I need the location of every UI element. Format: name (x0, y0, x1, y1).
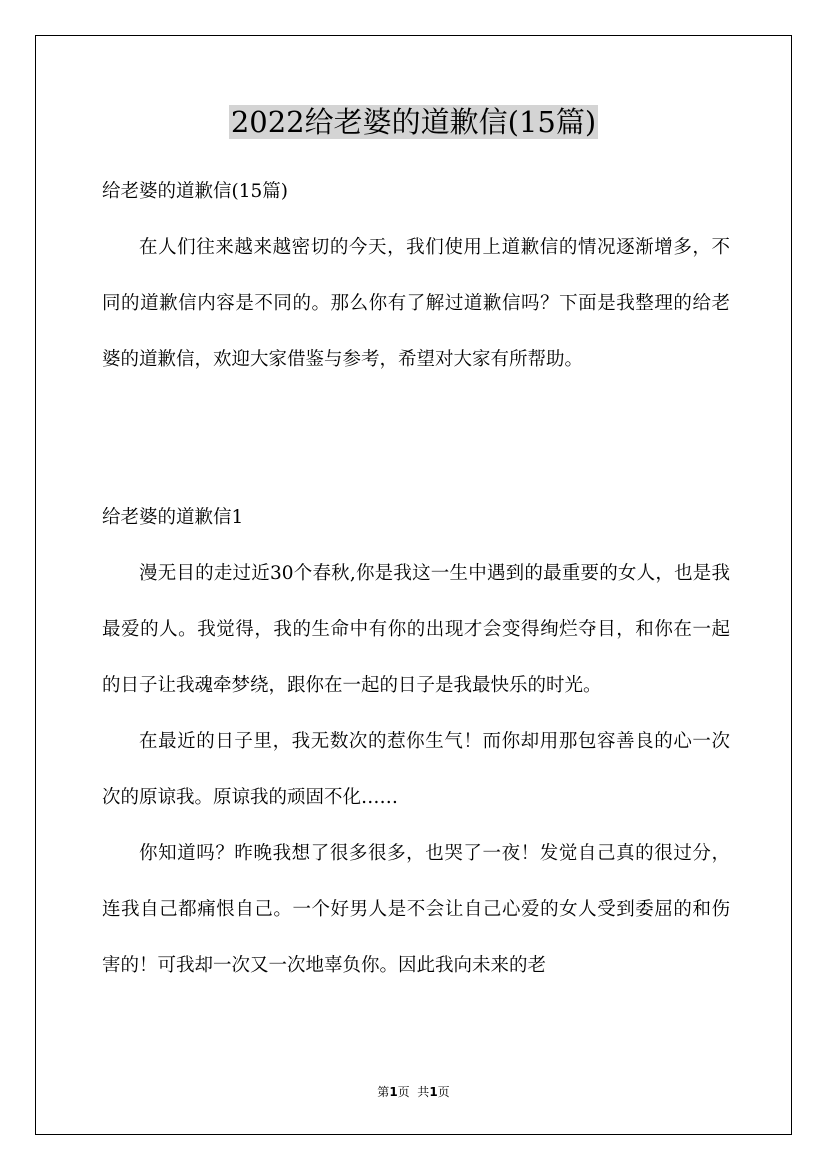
footer-suffix: 页 (437, 1085, 450, 1099)
section-1-paragraph-3: 你知道吗？昨晚我想了很多很多，也哭了一夜！发觉自己真的很过分，连我自己都痛恨自己。一个好男人是不会让自己心爱的女人受到委屈的和伤害的！可我却一次又一次地辜负你。因此我向未来的老 (102, 843, 730, 976)
footer-page-current: 1 (389, 1085, 398, 1099)
footer-mid: 页 共 (397, 1085, 430, 1099)
intro-paragraph: 在人们往来越来越密切的今天，我们使用上道歉信的情况逐渐增多，不同的道歉信内容是不同的。那么你有了解过道歉信吗？下面是我整理的给老婆的道歉信，欢迎大家借鉴与参考，希望对大家有所帮助。 (102, 237, 730, 370)
footer-page-total: 1 (429, 1085, 438, 1099)
section-1 (102, 490, 730, 994)
document-body (102, 164, 730, 388)
section-1-paragraph-1: 漫无目的走过近30个春秋,你是我这一生中遇到的最重要的女人，也是我最爱的人。我觉得，我的生命中有你的出现才会变得绚烂夺目，和你在一起的日子让我魂牵梦绕，跟你在一起的日子是我最快乐的时光。 (102, 563, 730, 696)
footer-prefix: 第 (377, 1085, 390, 1099)
document-title (0, 102, 827, 142)
subtitle: 给老婆的道歉信(15篇) (102, 181, 288, 202)
document-title-text: 2022给老婆的道歉信(15篇) (230, 105, 597, 139)
page-footer (0, 1083, 827, 1100)
section-1-paragraph-2: 在最近的日子里，我无数次的惹你生气！而你却用那包容善良的心一次次的原谅我。原谅我的顽固不化…… (102, 731, 730, 808)
section-1-heading: 给老婆的道歉信1 (102, 507, 244, 528)
